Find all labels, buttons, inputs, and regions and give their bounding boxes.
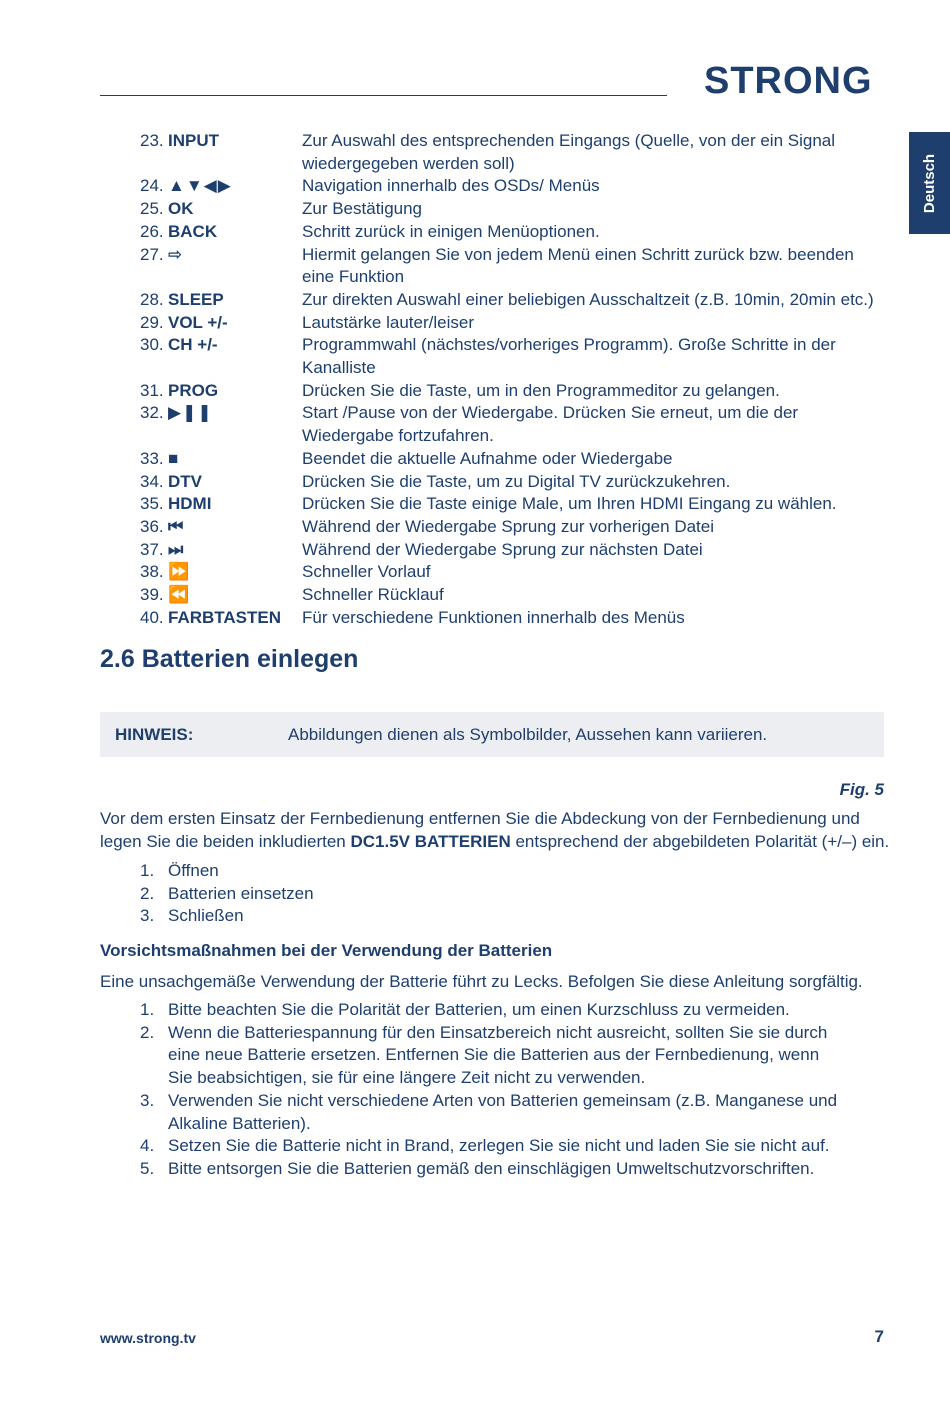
list-item: [140, 883, 840, 906]
key-number: 36.: [140, 516, 164, 536]
key-number: 38.: [140, 562, 164, 582]
key-description: Schneller Vorlauf: [302, 562, 431, 582]
list-item: [140, 905, 840, 928]
key-description: Programmwahl (nächstes/vorheriges Programm). Große Schritte in der Kanalliste: [302, 335, 836, 378]
key-name: OK: [168, 199, 194, 219]
key-row: [140, 244, 885, 289]
list-text: Bitte entsorgen Sie die Batterien gemäß den einschlägigen Umweltschutzvorschriften.: [168, 1158, 815, 1178]
key-description: Navigation innerhalb des OSDs/ Menüs: [302, 176, 600, 196]
list-number: 5.: [140, 1158, 155, 1178]
language-tab: [909, 132, 950, 234]
list-text: Schließen: [168, 906, 244, 926]
list-text: Wenn die Batteriespannung für den Einsatzbereich nicht ausreicht, sollten Sie sie durch eine neue Batterie ersetzen. Entfernen Sie die Batterien aus der Fernbedienung, wenn Sie beabsichtigen, sie für eine längere Zeit nicht zu verwenden.: [168, 1022, 828, 1088]
precautions-heading: Vorsichtsmaßnahmen bei der Verwendung der Batterien: [100, 941, 553, 960]
play-pause-icon: ▶❚❚: [168, 403, 213, 423]
key-row: [140, 448, 885, 471]
precautions-intro: Eine unsachgemäße Verwendung der Batterie führt zu Lecks. Befolgen Sie diese Anleitung sorgfältig.: [100, 972, 863, 991]
key-row: [140, 516, 885, 539]
list-item: [140, 1090, 840, 1135]
note-label: HINWEIS:: [115, 724, 194, 744]
key-row: [140, 289, 885, 312]
stop-icon: ■: [168, 448, 180, 468]
intro-text-bold: DC1.5V BATTERIEN: [350, 831, 511, 851]
page-number: 7: [874, 1327, 884, 1346]
key-name: PROG: [168, 380, 219, 400]
list-text: Setzen Sie die Batterie nicht in Brand, zerlegen Sie sie nicht und laden Sie sie nicht auf.: [168, 1136, 830, 1156]
key-description: Beendet die aktuelle Aufnahme oder Wiedergabe: [302, 448, 673, 468]
intro-text-after: entsprechend der abgebildeten Polarität (+/–) ein.: [510, 831, 890, 851]
intro-text-before: Vor dem ersten Einsatz der Fernbedienung entfernen Sie die Abdeckung von der Fernbedienung und legen Sie die beiden inkludierten: [100, 809, 860, 851]
header-rule: [100, 95, 667, 96]
key-number: 26.: [140, 221, 164, 241]
list-number: 2.: [140, 883, 155, 903]
key-row: [140, 175, 885, 198]
section-title: 2.6 Batterien einlegen: [100, 645, 359, 673]
key-description: Drücken Sie die Taste einige Male, um Ihren HDMI Eingang zu wählen.: [302, 494, 837, 514]
key-number: 30.: [140, 335, 164, 355]
previous-icon: ⏮: [168, 516, 185, 536]
key-name: VOL +/-: [168, 312, 228, 332]
key-number: 35.: [140, 494, 164, 514]
key-description: Während der Wiedergabe Sprung zur vorherigen Datei: [302, 516, 715, 536]
key-row: [140, 471, 885, 494]
language-tab-label: Deutsch: [921, 153, 938, 213]
key-description: Während der Wiedergabe Sprung zur nächsten Datei: [302, 539, 703, 559]
key-name: BACK: [168, 221, 218, 241]
figure-label: Fig. 5: [839, 780, 884, 799]
remote-key-list: [140, 130, 885, 629]
list-number: 4.: [140, 1136, 155, 1156]
list-item: [140, 860, 840, 883]
key-number: 25.: [140, 199, 164, 219]
list-item: [140, 1158, 840, 1181]
key-number: 32.: [140, 403, 164, 423]
key-name: DTV: [168, 471, 202, 491]
strong-logo: STRONG: [704, 60, 873, 102]
key-number: 29.: [140, 312, 164, 332]
exit-icon: ⇨: [168, 244, 184, 264]
footer-url[interactable]: www.strong.tv: [100, 1330, 196, 1346]
key-row: [140, 584, 885, 607]
key-row: [140, 334, 885, 379]
next-icon: ⏭: [168, 539, 185, 559]
list-text: Öffnen: [168, 861, 219, 880]
list-item: [140, 999, 840, 1022]
key-name: INPUT: [168, 131, 219, 150]
key-description: Zur Auswahl des entsprechenden Eingangs (Quelle, von der ein Signal wiedergegeben werden soll): [302, 131, 836, 173]
key-row: [140, 312, 885, 335]
list-number: 1.: [140, 861, 155, 880]
key-description: Start /Pause von der Wiedergabe. Drücken Sie erneut, um die der Wiedergabe fortzufahren.: [302, 403, 799, 446]
key-description: Schneller Rücklauf: [302, 585, 444, 605]
key-name: CH +/-: [168, 335, 218, 355]
key-row: [140, 402, 885, 447]
note-box: [100, 712, 884, 757]
key-description: Drücken Sie die Taste, um zu Digital TV zurückzukehren.: [302, 471, 731, 491]
key-number: 27.: [140, 244, 164, 264]
key-row: [140, 130, 885, 175]
key-description: Lautstärke lauter/leiser: [302, 312, 474, 332]
note-text: Abbildungen dienen als Symbolbilder, Aussehen kann variieren.: [288, 724, 768, 744]
key-row: [140, 607, 885, 630]
list-item: [140, 1022, 840, 1090]
key-description: Schritt zurück in einigen Menüoptionen.: [302, 221, 600, 241]
list-text: Bitte beachten Sie die Polarität der Batterien, um einen Kurzschluss zu vermeiden.: [168, 1000, 790, 1019]
key-number: 40.: [140, 607, 164, 627]
list-text: Verwenden Sie nicht verschiedene Arten von Batterien gemeinsam (z.B. Manganese und Alkaline Batterien).: [168, 1090, 838, 1133]
key-number: 28.: [140, 289, 164, 309]
rewind-icon: ⏪: [168, 585, 191, 605]
key-row: [140, 493, 885, 516]
key-row: [140, 561, 885, 584]
key-number: 33.: [140, 448, 164, 468]
key-row: [140, 198, 885, 221]
key-name: HDMI: [168, 494, 212, 514]
list-number: 3.: [140, 906, 155, 926]
list-text: Batterien einsetzen: [168, 883, 314, 903]
key-number: 23.: [140, 131, 164, 150]
key-number: 24.: [140, 176, 164, 196]
list-number: 2.: [140, 1022, 155, 1042]
fast-forward-icon: ⏩: [168, 562, 191, 582]
key-name: SLEEP: [168, 289, 224, 309]
steps-list: [140, 860, 840, 928]
key-number: 31.: [140, 380, 164, 400]
key-description: Hiermit gelangen Sie von jedem Menü einen Schritt zurück bzw. beenden eine Funktion: [302, 244, 854, 287]
key-description: Zur Bestätigung: [302, 199, 423, 219]
key-number: 39.: [140, 585, 164, 605]
key-number: 34.: [140, 471, 164, 491]
key-description: Für verschiedene Funktionen innerhalb des Menüs: [302, 607, 685, 627]
key-description: Zur direkten Auswahl einer beliebigen Ausschaltzeit (z.B. 10min, 20min etc.): [302, 289, 874, 309]
key-row: [140, 221, 885, 244]
key-number: 37.: [140, 539, 164, 559]
list-number: 1.: [140, 1000, 155, 1019]
list-number: 3.: [140, 1090, 155, 1110]
key-row: [140, 539, 885, 562]
key-row: [140, 380, 885, 403]
key-description: Drücken Sie die Taste, um in den Programmeditor zu gelangen.: [302, 380, 780, 400]
key-name: FARBTASTEN: [168, 607, 282, 627]
intro-paragraph: [100, 808, 890, 853]
list-item: [140, 1135, 840, 1158]
precautions-list: [140, 999, 840, 1181]
navigation-arrows-icon: ▲▼◀▶: [168, 176, 232, 196]
